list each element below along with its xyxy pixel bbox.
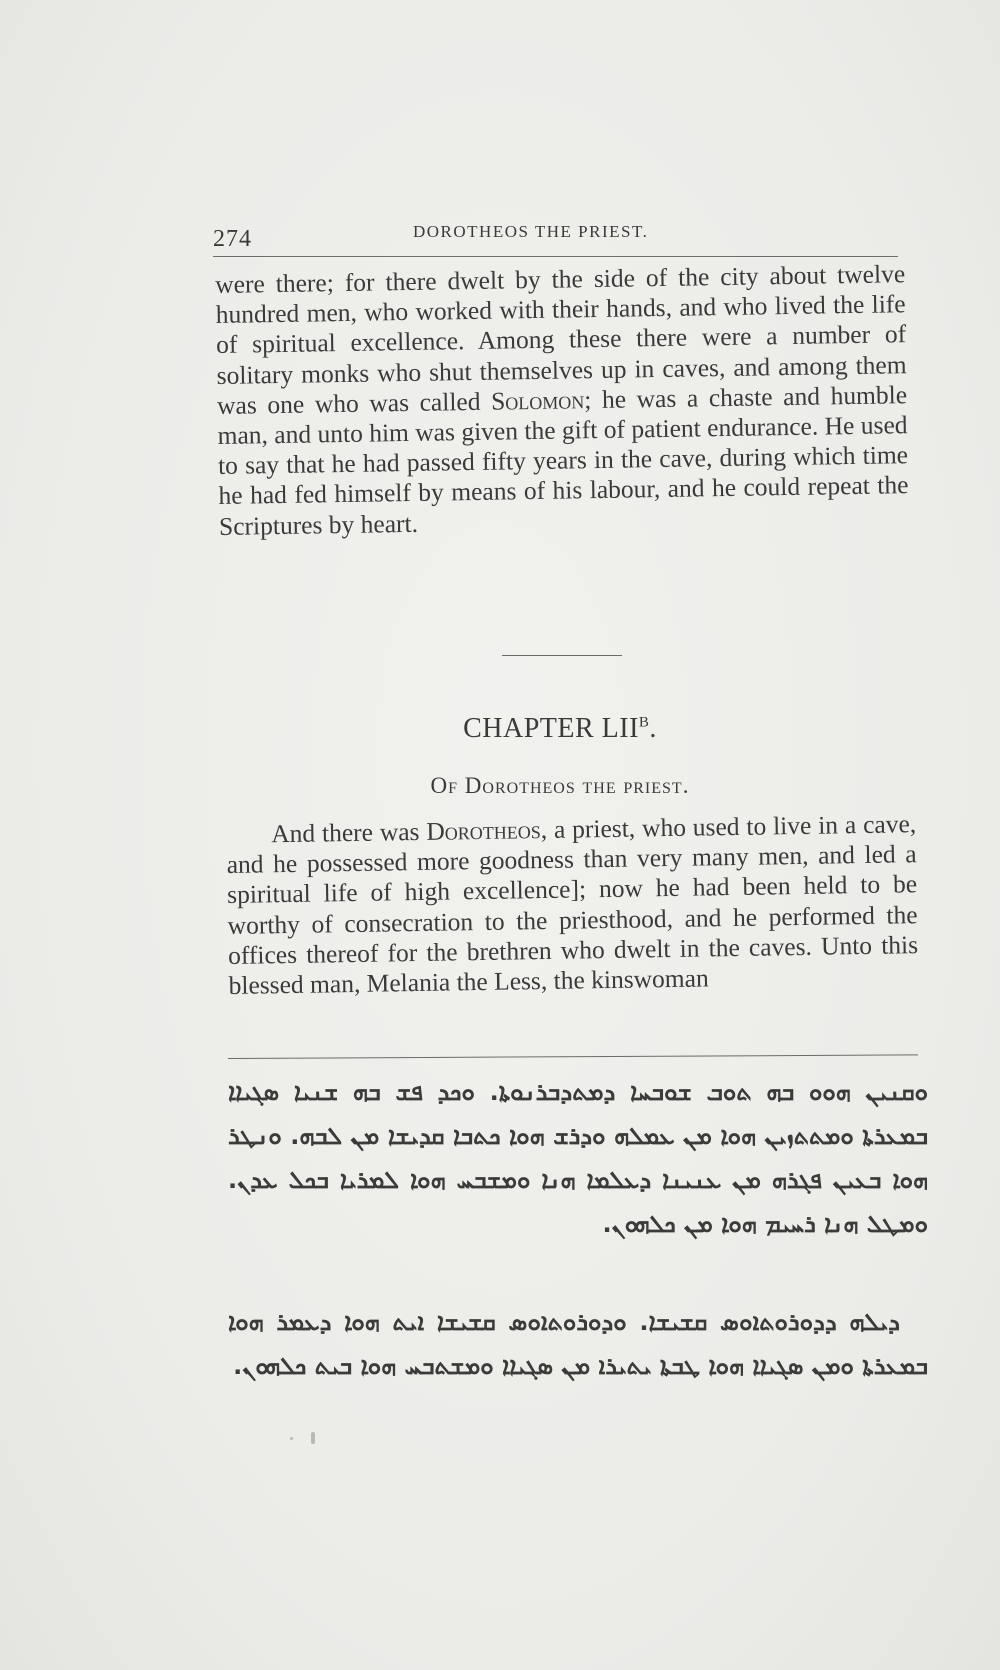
- section-divider: [502, 655, 622, 656]
- running-head: DOROTHEOS THE PRIEST.: [413, 222, 649, 241]
- syriac-text-1: ܘܩܢܝܢ ܗܘܘ ܒܗ ܬܘܒ ܫܘܒܚܐ ܕܡܬܕܒܪܢܘܬܐ. ܘܟܕ ܦܫ ܒܗ ܫܢܝܐ ܣܓܝܐܐ ܒܡܥܪܬܐ ܘܡܬܬܙܝܢ ܗܘܐ ܡܢ ܥܡܠܗ ܘܕܪܫ ܗܘܐ ܟܬܒܐ ܩܕܝܫܐ ܡܢ ܠܒܗ. ܘܢܛܪ ܗܘܐ ܒܥܝܢ ܦܓܪܗ ܡܢ ܥܢܝܢܐ ܕܥܠܡܐ ܗܢܐ ܘܡܫܒܚ ܗܘܐ ܠܡܪܝܐ ܒܟܠ ܥܕܢ. ܘܡܛܠ ܗܢܐ ܪܚܝܡ ܗܘܐ ܡܢ ܟܠܗܘܢ.: [228, 1078, 928, 1238]
- name-dorotheos: Dorotheos: [426, 815, 541, 846]
- footnote-rule: [228, 1054, 918, 1059]
- chapter-title-text: CHAPTER LII: [463, 713, 639, 744]
- syriac-text-2: ܕܝܠܗ ܕܕܘܪܘܬܐܘܣ ܩܫܝܫܐ. ܘܕܘܪܘܬܐܘܣ ܩܫܝܫܐ ܐܝܬ ܗܘܐ ܕܥܡܪ ܗܘܐ ܒܡܥܪܬܐ ܘܡܢ ܣܓܝܐܐ ܗܘܐ ܛܒܬܐ ܝܬܝܪܐ ܡܢ ܣܓܝܐܐ ܘܡܫܬܒܚ ܗܘܐ ܒܝܬ ܟܠܗܘܢ.: [228, 1308, 928, 1380]
- header-rule: [213, 256, 898, 257]
- name-solomon: Solomon: [490, 385, 585, 416]
- paragraph-1: [215, 259, 909, 542]
- chapter-title-superscript: B: [638, 714, 650, 731]
- paragraph-1-rest: ; he was a chaste and humble man, and unto him was given the gift of patient endurance. He used to say that he had passed fifty years in the cave, during which time he had fed himself by means of his labour, and he could repeat the Scriptures by heart.: [217, 379, 909, 541]
- paper-speck: [311, 1432, 315, 1444]
- paragraph-2-rest: , a priest, who used to live in a cave, and he possessed more goodness than very many men, and led a spiritual life of high excellence]; now he had been held to be worthy of consecration to the priesthood, and he performed the offices thereof for the brethren who dwelt in the caves. Unto this blessed man, Melania the Less, the kinswoman: [226, 809, 919, 1000]
- paragraph-2: [226, 809, 919, 1001]
- paragraph-2-start: And there was: [270, 816, 427, 849]
- paragraph-1-text: were there; for there dwelt by the side of the city about twelve hundred men, who worked with their hands, and who lived the life of spiritual excellence. Among these there were a number of solitary monks who shut themselves up in caves, and among them was one who was called: [215, 259, 907, 420]
- chapter-subtitle: Of Dorotheos the priest.: [430, 773, 690, 798]
- chapter-title: [0, 713, 1000, 745]
- chapter-title-period: .: [649, 713, 657, 744]
- page-number: 274: [213, 226, 252, 252]
- paper-speck: [290, 1437, 293, 1440]
- page-header: [213, 222, 898, 256]
